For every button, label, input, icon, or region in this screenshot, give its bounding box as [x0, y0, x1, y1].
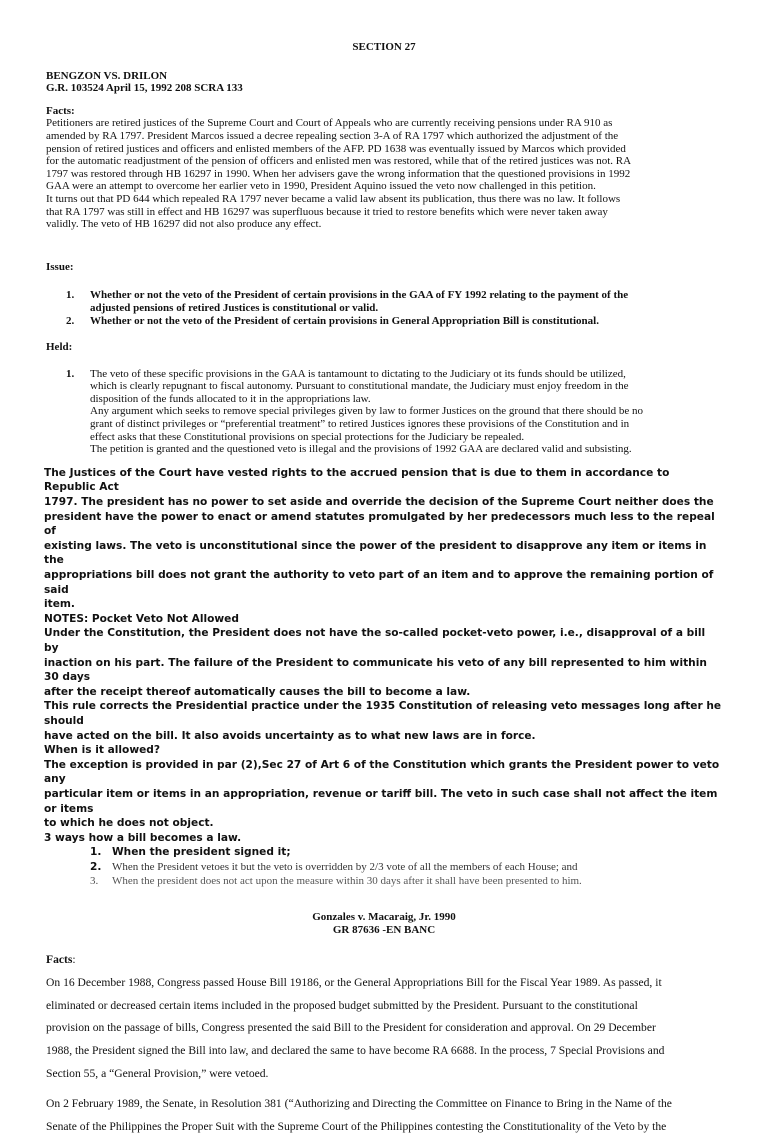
case1-title: BENGZON VS. DRILON: [46, 69, 168, 82]
case1-held-heading: Held:: [46, 341, 73, 354]
case2-citation: GR 87636 -EN BANC: [332, 923, 436, 936]
way-item: [44, 860, 722, 875]
notes-line: 1797. The president has no power to set aside and override the decision of the Supreme Court neither does the: [44, 496, 714, 509]
case2-para1-line: On 16 December 1988, Congress passed House Bill 19186, or the General Appropriations Bill for the Fiscal Year 1989. As passed, it: [46, 976, 662, 990]
notes-line: existing laws. The veto is unconstitutional since the power of the president to disapprove any item or items in the: [44, 539, 707, 567]
held-line: Any argument which seeks to remove special privileges given by law to former Justices on the ground that there should be no: [90, 405, 644, 418]
issue-text-line: adjusted pensions of retired Justices is constitutional or valid.: [90, 301, 379, 314]
case2-facts-heading: Facts: [46, 953, 73, 967]
case2-para1-line: eliminated or decreased certain items included in the proposed budget submitted by the President. Pursuant to the constitutional: [46, 998, 638, 1012]
held-line: The veto of these specific provisions in the GAA is tantamount to dictating to the Judiciary ot its funds should be utilized,: [90, 367, 626, 380]
issue-list: [46, 289, 722, 327]
held-number: 1.: [66, 367, 75, 380]
way-text: When the president does not act upon the measure within 30 days after it shall have been presented to him.: [112, 875, 582, 888]
notes-line: The Justices of the Court have vested rights to the accrued pension that is due to them in accordance to Republic Act: [44, 466, 670, 494]
notes-heading: 3 ways how a bill becomes a law.: [44, 831, 242, 844]
case2-facts-colon: :: [72, 953, 76, 967]
case1-facts-line: It turns out that PD 644 which repealed RA 1797 never became a valid law absent its publication, thus there was no law. It follows: [46, 192, 621, 205]
case1-facts-line: pension of retired justices and officers and enlisted members of the AFP. PD 1638 was eventually issued by Marcos which provided: [46, 142, 626, 155]
case1-facts-line: for the automatic readjustment of the pension of officers and enlisted men was restored, while that of the retired justices was not. RA: [46, 155, 632, 168]
notes-line: This rule corrects the Presidential practice under the 1935 Constitution of releasing veto messages long after he should: [44, 700, 722, 727]
case1-facts-line: validly. The veto of HB 16297 did not also produce any effect.: [46, 218, 322, 231]
issue-text-line: Whether or not the veto of the President of certain provisions in the GAA of FY 1992 relating to the payment of the: [90, 289, 629, 302]
case1-issue-heading: Issue:: [46, 260, 74, 273]
case2-para1-line: provision on the passage of bills, Congress presented the said Bill to the President for consideration and approval. On 29 December: [46, 1021, 656, 1035]
notes-line: to which he does not object.: [44, 817, 214, 830]
way-number: 3.: [90, 875, 99, 888]
held-line: disposition of the funds allocated to it in the appropriations law.: [90, 392, 371, 405]
notes-line: particular item or items in an appropriation, revenue or tariff bill. The veto in such case shall not affect the item or items: [44, 787, 718, 815]
case2-para1-line: 1988, the President signed the Bill into law, and declared the same to have become RA 6688. In the process, 7 Special Provisions and: [46, 1044, 665, 1058]
notes-line: inaction on his part. The failure of the President to communicate his veto of any bill represented to him within 30 days: [44, 656, 707, 684]
case1-facts-line: GAA were an attempt to overcome her earlier veto in 1990, President Aquino issued the veto now challenged in this petition.: [46, 180, 596, 193]
notes-heading: NOTES: Pocket Veto Not Allowed: [44, 612, 239, 625]
way-number: 2.: [90, 860, 102, 873]
notes-line: Under the Constitution, the President does not have the so-called pocket-veto power, i.e., disapproval of a bill by: [44, 627, 706, 654]
held-line: effect asks that these Constitutional provisions on special protections for the Judiciary be repealed.: [90, 430, 525, 443]
notes-line: have acted on the bill. It also avoids uncertainty as to what new laws are in force.: [44, 729, 536, 742]
held-line: The petition is granted and the questioned veto is illegal and the provisions of 1992 GAA are declared valid and subsisting.: [90, 443, 632, 456]
case1-citation: G.R. 103524 April 15, 1992 208 SCRA 133: [46, 82, 243, 95]
notes-line: president have the power to enact or amend statutes promulgated by her predecessors much less to the repeal of: [44, 510, 715, 538]
case1-facts-heading: Facts:: [46, 104, 75, 117]
issue-item: [46, 315, 722, 328]
way-item: [44, 874, 722, 889]
issue-item: [46, 289, 722, 314]
case2-para2-line: On 2 February 1989, the Senate, in Resolution 381 (“Authorizing and Directing the Committee on Finance to Bring in the Name of the: [46, 1097, 672, 1111]
issue-number: 1.: [66, 289, 75, 302]
issue-text-line: Whether or not the veto of the President of certain provisions in General Appropriation Bill is constitutional.: [90, 314, 599, 327]
case2-para2: [46, 1093, 722, 1138]
notes-line: appropriations bill does not grant the authority to veto part of an item and to approve the remaining portion of said: [44, 569, 714, 596]
notes-line: The exception is provided in par (2),Sec 27 of Art 6 of the Constitution which grants the President power to veto any: [44, 758, 720, 786]
case2-title: Gonzales v. Macaraig, Jr. 1990: [312, 911, 456, 924]
held-item: [46, 368, 722, 456]
case1-facts-line: Petitioners are retired justices of the Supreme Court and Court of Appeals who are currently receiving pensions under RA 910 as: [46, 117, 613, 130]
way-item: [44, 845, 722, 860]
case2-para2-line: Senate of the Philippines the Proper Suit with the Supreme Court of the Philippines contesting the Constitutionality of the Veto by the: [46, 1119, 667, 1133]
case1-facts-line: amended by RA 1797. President Marcos issued a decree repealing section 3-A of RA 1797 which authorized the adjustment of the: [46, 129, 619, 142]
section-title: SECTION 27: [352, 41, 416, 53]
issue-number: 2.: [66, 314, 75, 327]
case2-para1-line: Section 55, a “General Provision,” were vetoed.: [46, 1066, 269, 1080]
case1-facts: [46, 117, 722, 230]
case2-facts-heading-row: [46, 952, 722, 968]
notes-line: item.: [44, 598, 75, 611]
notes-heading: When is it allowed?: [44, 744, 161, 757]
ways-list: [44, 845, 722, 889]
way-text: When the president signed it;: [112, 846, 291, 859]
way-number: 1.: [90, 846, 102, 859]
held-line: which is clearly repugnant to fiscal autonomy. Pursuant to constitutional mandate, the Judiciary must enjoy freedom in the: [90, 380, 629, 393]
notes-line: after the receipt thereof automatically causes the bill to become a law.: [44, 685, 471, 698]
case1-facts-line: 1797 was restored through HB 16297 in 1990. When her advisers gave the wrong information that the questioned provisions in 1992: [46, 167, 631, 180]
held-line: grant of distinct privileges or “preferential treatment” to retired Justices ignores these provisions of the Constitution and in: [90, 418, 630, 431]
way-text: When the President vetoes it but the veto is overridden by 2/3 vote of all the members of each House; and: [112, 860, 578, 873]
notes-block: [44, 466, 722, 889]
case2-para1: [46, 972, 722, 1085]
case1-facts-line: that RA 1797 was still in effect and HB 16297 was superfluous because it tried to restore benefits which were never taken away: [46, 205, 608, 218]
